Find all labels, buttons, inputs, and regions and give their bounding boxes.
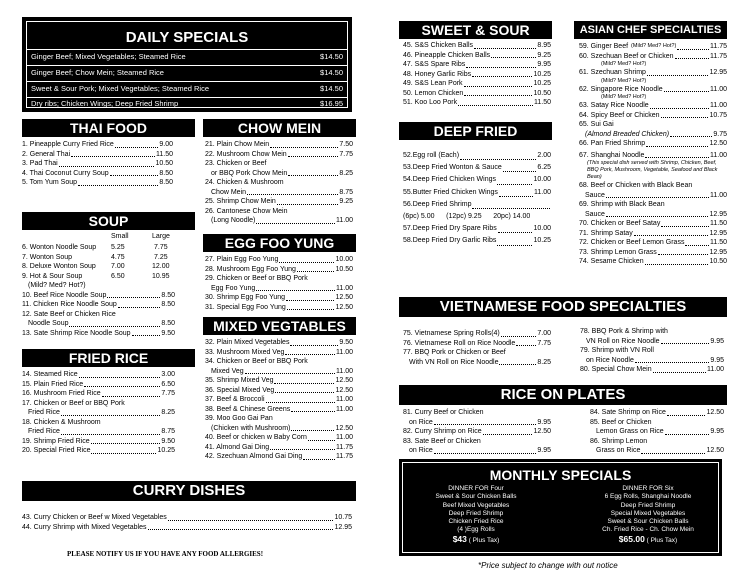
menu-item: 22. Mushroom Chow Mein 7.75: [205, 150, 353, 158]
daily-row-name: Ginger Beef; Chow Mein; Steamed Rice: [31, 68, 164, 77]
menu-item: 41. Almond Gai Ding 11.75: [205, 443, 353, 451]
menu-item: Lemon Grass on Rice 9.95: [596, 428, 724, 435]
menu-item: 46. Pineapple Chicken Balls 9.25: [403, 51, 551, 59]
chow-mein-header: CHOW MEIN: [203, 119, 356, 137]
asian-chef-list: [579, 42, 727, 267]
menu-item: 5. Tom Yum Soup 8.50: [22, 179, 173, 186]
divider: [27, 49, 347, 50]
menu-item: 23. Chicken or Beef: [205, 160, 267, 167]
menu-item: 9. Hot & Sour Soup 6.50 10.95: [22, 272, 170, 280]
menu-item: 45. S&S Chicken Balls 8.95: [403, 42, 551, 49]
daily-row-price: $14.50: [320, 52, 343, 61]
tax-note: ( Plus Tax): [646, 536, 678, 544]
daily-row: [31, 99, 343, 108]
menu-item: 21. Plain Chow Mein 7.50: [205, 141, 353, 148]
menu-item: 40. Beef or chicken w Baby Corn 11.00: [205, 434, 353, 441]
menu-item: 49. S&S Lean Pork 10.25: [403, 80, 551, 87]
menu-item: (Almond Breaded Chicken) 9.75: [585, 130, 727, 138]
daily-row-price: $14.50: [320, 84, 343, 93]
menu-item: 25. Shrimp Chow Mein 9.25: [205, 198, 353, 205]
menu-item: 10. Beef Rice Noodle Soup 8.50: [22, 291, 175, 299]
menu-item: 86. Shrimp Lemon: [590, 437, 648, 445]
mixed-veg-header: MIXED VEGTABLES: [203, 317, 356, 335]
menu-item: Sauce 11.00: [585, 191, 727, 199]
dinner-line: (4 )Egg Rolls: [457, 526, 495, 534]
fried-rice-list: [22, 370, 175, 456]
menu-item: 85. Beef or Chicken: [590, 418, 652, 426]
curry-list: [22, 513, 352, 532]
thai-food-list: [22, 140, 173, 188]
dinner-heading: DINNER FOR Six: [622, 485, 674, 492]
allergy-note: PLEASE NOTIFY US IF YOU HAVE ANY FOOD ALLERGIES!: [67, 550, 264, 558]
menu-item: 15. Plain Fried Rice 6.50: [22, 380, 175, 388]
daily-row-price: $16.95: [320, 99, 343, 108]
dinner-line: Sweet & Sour Chicken Balls: [607, 518, 689, 526]
soup-small-label: Small: [111, 233, 129, 240]
dinner-line: Deep Fried Shrimp: [448, 509, 504, 517]
menu-item: 6. Wonton Noodle Soup 5.25 7.75: [22, 244, 168, 251]
menu-item: 29. Chicken or Beef or BBQ Pork: [205, 275, 308, 282]
menu-item: 80. Special Chow Mein 11.00: [580, 366, 724, 373]
heat-note: (Mild? Med? Hot?): [601, 94, 647, 100]
deep-fried-list: [403, 150, 551, 248]
heat-note: (Mild? Med? Hot?): [28, 282, 86, 289]
menu-item: 7. Wonton Soup 4.75 7.25: [22, 253, 168, 261]
monthly-specials-frame: [402, 462, 719, 553]
menu-item: 55.Butter Fried Chicken Wings 11.00: [403, 188, 551, 196]
menu-item: 59. Ginger Beef (Mild? Med? Hot?) 11.75: [579, 43, 727, 50]
heat-note: (Mild? Med? Hot?): [601, 77, 647, 84]
daily-row: [31, 52, 343, 61]
menu-item: 42. Szechuan Almond Gai Ding 11.75: [205, 453, 353, 460]
price-change-note: *Price subject to change with out notice: [478, 561, 618, 570]
daily-row-price: $14.50: [320, 68, 343, 77]
menu-item: 50. Lemon Chicken 10.50: [403, 89, 551, 97]
menu-item: 2. General Thai 11.50: [22, 150, 173, 158]
menu-item: 61. Szechuan Shrimp 12.95: [579, 69, 727, 76]
menu-item: 12. Sate Beef or Chicken Rice: [22, 310, 116, 318]
mixed-veg-list: [205, 338, 353, 462]
divider: [27, 65, 347, 66]
menu-item: Egg Foo Yung 11.00: [211, 284, 353, 292]
fried-rice-header: FRIED RICE: [22, 349, 195, 367]
dinner-line: Special Mixed Vegetables: [610, 509, 686, 517]
menu-item: 48. Honey Garlic Ribs 10.25: [403, 70, 551, 78]
dish-description: (This special dish served with Shrimp, Chicken, Beef, BBQ Pork, Mushroom, Vegetable, Seafood and Black Bean): [587, 160, 718, 180]
menu-item: 37. Beef & Broccoli 11.00: [205, 396, 353, 403]
menu-item: 60. Szechuan Beef or Chicken 11.75: [579, 52, 727, 60]
menu-item: 52.Egg roll (Each) 2.00: [403, 152, 551, 159]
dinner-heading: DINNER FOR Four: [448, 485, 504, 492]
menu-item: 18. Chicken & Mushroom: [22, 418, 101, 426]
shrimp-sizes: (6pc) 5.00 (12pc) 9.25 20pc) 14.00: [403, 213, 531, 221]
menu-item: 74. Sesame Chicken 10.50: [579, 258, 727, 265]
menu-item: or BBQ Pork Chow Mein 8.25: [211, 169, 353, 177]
menu-item: 76. Vietnamese Roll on Rice Noodle 7.75: [403, 339, 551, 347]
soup-large-label: Large: [152, 233, 170, 240]
menu-item: 17. Chicken or Beef or BBQ Pork: [22, 399, 125, 407]
menu-item: 75. Vietnamese Spring Rolls(4) 7.00: [403, 330, 551, 337]
menu-item: 28. Mushroom Egg Foo Yung 10.50: [205, 265, 353, 273]
menu-item: VN Roll on Rice Noodle 9.95: [586, 337, 724, 345]
menu-item: 81. Curry Beef or Chicken: [403, 409, 484, 416]
menu-item: 70. Chicken or Beef Satay 11.50: [579, 220, 727, 227]
menu-item: Noodle Soup 8.50: [28, 320, 175, 327]
menu-item: 8. Deluxe Wonton Soup 7.00 12.00: [22, 263, 170, 270]
sweet-sour-list: [403, 41, 551, 108]
monthly-specials-title: MONTHLY SPECIALS: [489, 467, 632, 483]
menu-item: 47. S&S Spare Ribs 9.95: [403, 61, 551, 68]
divider: [27, 97, 347, 98]
menu-item: 77. BBQ Pork or Chicken or Beef: [403, 349, 506, 356]
menu-item: 13. Sate Shrimp Rice Noodle Soup 9.50: [22, 329, 175, 337]
menu-item: 32. Plain Mixed Vegetables 9.50: [205, 339, 353, 346]
daily-row-name: Ginger Beef; Mixed Vegetables; Steamed Rice: [31, 52, 186, 61]
daily-row-name: Sweet & Sour Pork; Mixed Vegetables; Steamed Rice: [31, 84, 210, 93]
dinner-price: $43: [452, 533, 467, 544]
menu-item: 62. Singapore Rice Noodle 11.00: [579, 85, 727, 93]
chow-mein-list: [205, 140, 353, 226]
menu-item: 66. Pan Fried Shrimp 12.50: [579, 140, 727, 147]
dinner-line: 6 Egg Rolls, Shanghai Noodle: [604, 493, 692, 501]
vietnamese-right-list: [580, 327, 724, 375]
menu-item: 30. Shrimp Egg Foo Yung 12.50: [205, 294, 353, 301]
menu-item: 58.Deep Fried Dry Garlic Ribs 10.25: [403, 237, 551, 245]
asian-chef-header: ASIAN CHEF SPECIALTIES: [574, 21, 727, 39]
menu-item: With VN Roll on Rice Noodle 8.25: [409, 358, 551, 366]
menu-item: 1. Pineapple Curry Fried Rice 9.00: [22, 141, 173, 148]
menu-item: 79. Shrimp with VN Roll: [580, 347, 654, 354]
daily-specials-frame: [26, 21, 348, 108]
daily-specials-box: [22, 17, 352, 112]
menu-item: Fried Rice 8.25: [28, 409, 175, 416]
rice-plates-header: RICE ON PLATES: [399, 385, 727, 405]
menu-item: 56.Deep Fried Shrimp: [403, 199, 551, 211]
vietnamese-header: VIETNAMESE FOOD SPECIALTIES: [399, 297, 727, 317]
dinner-line: Ch. Fried Rice - Ch. Chow Mein: [602, 526, 694, 534]
menu-item: 68. Beef or Chicken with Black Bean: [579, 182, 693, 189]
dinner-for-four: [411, 485, 541, 545]
vietnamese-left-list: [403, 329, 551, 367]
menu-item: on Rice 9.95: [409, 418, 551, 426]
heat-note: (Mild? Med? Hot?): [601, 61, 647, 67]
menu-item: 84. Sate Shrimp on Rice 12.50: [590, 409, 724, 416]
menu-item: 24. Chicken & Mushroom: [205, 179, 284, 186]
menu-item: (Chicken with Mushroom) 12.50: [211, 424, 353, 432]
menu-item: Grass on Rice 12.50: [596, 447, 724, 454]
menu-item: 11. Chicken Rice Noodle Soup 8.50: [22, 301, 175, 308]
menu-item: 33. Mushroom Mixed Veg 11.00: [205, 348, 353, 356]
menu-item: 54.Deep Fried Chicken Wings 10.00: [403, 176, 551, 184]
menu-item: Chow Mein 8.75: [211, 188, 353, 196]
menu-item: 20. Special Fried Rice 10.25: [22, 447, 175, 454]
menu-item: 14. Steamed Rice 3.00: [22, 371, 175, 378]
menu-item: on Rice Noodle 9.95: [586, 356, 724, 364]
dinner-line: Beef Mixed Vegetables: [442, 501, 510, 509]
menu-item: 83. Sate Beef or Chicken: [403, 437, 481, 445]
menu-item: 19. Shrimp Fried Rice 9.50: [22, 437, 175, 445]
menu-item: Fried Rice 8.75: [28, 428, 175, 435]
daily-row: [31, 84, 343, 93]
menu-item: 67. Shanghai Noodle 11.00: [579, 151, 727, 159]
menu-item: on Rice 9.95: [409, 447, 551, 454]
menu-item: 4. Thai Coconut Curry Soup 8.50: [22, 169, 173, 177]
menu-item: 72. Chicken or Beef Lemon Grass 11.50: [579, 239, 727, 246]
menu-item: 38. Beef & Chinese Greens 11.00: [205, 405, 353, 413]
daily-row-name: Dry ribs; Chicken Wings; Deep Fried Shrimp: [31, 99, 179, 108]
menu-item: 64. Spicy Beef or Chicken 10.75: [579, 111, 727, 119]
dinner-for-six: [583, 485, 713, 545]
dinner-line: Deep Fried Shrimp: [620, 501, 676, 509]
menu-item: 39. Moo Goo Gai Pan: [205, 415, 273, 422]
menu-item: 26. Cantonese Chow Mein: [205, 207, 288, 215]
egg-foo-yung-list: [205, 255, 353, 312]
menu-item: 43. Curry Chicken or Beef w Mixed Vegetables 10.75: [22, 514, 352, 521]
menu-item: 27. Plain Egg Foo Yung 10.00: [205, 256, 353, 263]
menu-item: 51. Koo Loo Pork 11.50: [403, 99, 551, 106]
thai-food-header: THAI FOOD: [22, 119, 195, 137]
menu-item: 44. Curry Shrimp with Mixed Vegetables 12.95: [22, 523, 352, 531]
dinner-line: Sweet & Sour Chicken Balls: [435, 493, 517, 501]
daily-specials-title: DAILY SPECIALS: [125, 29, 249, 46]
rice-plates-left-list: [403, 408, 551, 456]
tax-note: ( Plus Tax): [468, 536, 500, 544]
menu-item: 34. Chicken or Beef or BBQ Pork: [205, 358, 308, 365]
menu-item: Sauce 12.95: [585, 210, 727, 218]
menu-item: 69. Shrimp with Black Bean: [579, 201, 665, 208]
menu-item: 16. Mushroom Fried Rice 7.75: [22, 390, 175, 397]
menu-item: (Long Noodle) 11.00: [211, 217, 353, 224]
soup-sized-list: [22, 243, 175, 338]
menu-item: 3. Pad Thai 10.50: [22, 160, 173, 167]
soup-header: SOUP: [22, 212, 195, 230]
deep-fried-header: DEEP FRIED: [399, 122, 552, 140]
menu-item: 65. Sui Gai: [579, 121, 614, 128]
menu-item: Mixed Veg 11.00: [211, 367, 353, 375]
sweet-sour-header: SWEET & SOUR: [399, 21, 552, 39]
menu-item: 71. Shrimp Satay 12.95: [579, 229, 727, 237]
menu-item: 53.Deep Fried Wonton & Sauce 6.25: [403, 164, 551, 172]
curry-dishes-header: CURRY DISHES: [22, 481, 356, 501]
menu-item: 73. Shrimp Lemon Grass 12.95: [579, 248, 727, 256]
menu-item: 63. Satay Rice Noodle 11.00: [579, 102, 727, 109]
rice-plates-right-list: [590, 408, 724, 456]
monthly-specials-box: [399, 459, 722, 556]
menu-item: 36. Special Mixed Veg 12.50: [205, 386, 353, 394]
dinner-price: $65.00: [618, 533, 645, 544]
divider: [27, 81, 347, 82]
menu-item: 82. Curry Shrimp on Rice 12.50: [403, 428, 551, 435]
daily-row: [31, 68, 343, 77]
dinner-line: Chicken Fried Rice: [448, 518, 504, 526]
egg-foo-yung-header: EGG FOO YUNG: [203, 234, 356, 252]
menu-item: 31. Special Egg Foo Yung 12.50: [205, 303, 353, 311]
menu-item: 35. Shrimp Mixed Veg 12.50: [205, 377, 353, 384]
menu-item: 78. BBQ Pork & Shrimp with: [580, 328, 668, 335]
menu-item: 57.Deep Fried Dry Spare Ribs 10.00: [403, 225, 551, 233]
